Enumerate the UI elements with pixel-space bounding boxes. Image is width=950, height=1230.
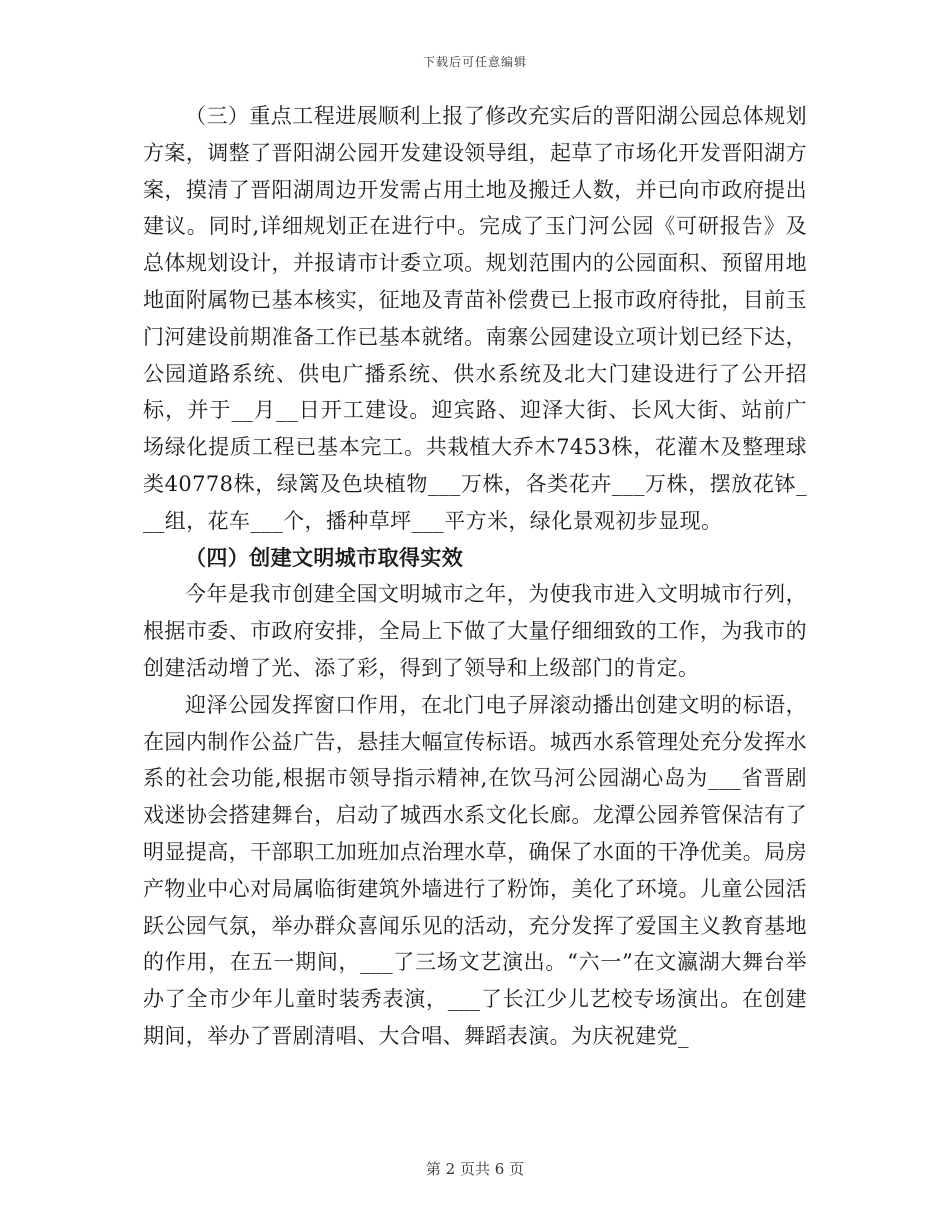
paragraph-park-activities: 迎泽公园发挥窗口作用，在北门电子屏滚动播出创建文明的标语，在园内制作公益广告，悬挂大幅宣传标语。城西水系管理处充分发挥水系的社会功能,根据市领导指示精神,在饮马河公园湖心岛为___省晋剧戏迷协会搭建舞台，启动了城西水系文化长廊。龙潭公园养管保洁有了明显提高，干部职工加班加点治理水草，确保了水面的干净优美。局房产物业中心对局属临街建筑外墙进行了粉饰，美化了环境。儿童公园活跃公园气氛，举办群众喜闻乐见的活动，充分发挥了爱国主义教育基地的作用，在五一期间，___了三场文艺演出。“六一”在文瀛湖大舞台举办了全市少年儿童时装秀表演，___了长江少儿艺校专场演出。在创建期间，举办了晋剧清唱、大合唱、舞蹈表演。为庆祝建党_ [143,692,807,1048]
page-number: 第 2 页共 6 页 [425,1160,525,1178]
document-body [143,98,807,1055]
paragraph-civilized-city-intro: 今年是我市创建全国文明城市之年，为使我市进入文明城市行列，根据市委、市政府安排，全局上下做了大量仔细细致的工作，为我市的创建活动增了光、添了彩，得到了领导和上级部门的肯定。 [143,582,807,680]
section-heading-civilized-city: （四）创建文明城市取得实效 [185,544,464,570]
paragraph-key-projects: （三）重点工程进展顺利上报了修改充实后的晋阳湖公园总体规划方案，调整了晋阳湖公园开发建设领导组，起草了市场化开发晋阳湖方案，摸清了晋阳湖周边开发需占用土地及搬迁人数，并已向市政府提出建议。同时,详细规划正在进行中。完成了玉门河公园《可研报告》及总体规划设计，并报请市计委立项。规划范围内的公园面积、预留用地地面附属物已基本核实，征地及青苗补偿费已上报市政府待批，目前玉门河建设前期准备工作已基本就绪。南寨公园建设立项计划已经下达，公园道路系统、供电广播系统、供水系统及北大门建设进行了公开招标，并于__月__日开工建设。迎宾路、迎泽大街、长风大街、站前广场绿化提质工程已基本完工。共栽植大乔木7453株，花灌木及整理球类40778株，绿篱及色块植物___万株，各类花卉___万株，摆放花钵___组，花车___个，播种草坪___平方米，绿化景观初步显现。 [143,104,807,533]
page-header: 下载后可任意编辑 [422,55,527,69]
